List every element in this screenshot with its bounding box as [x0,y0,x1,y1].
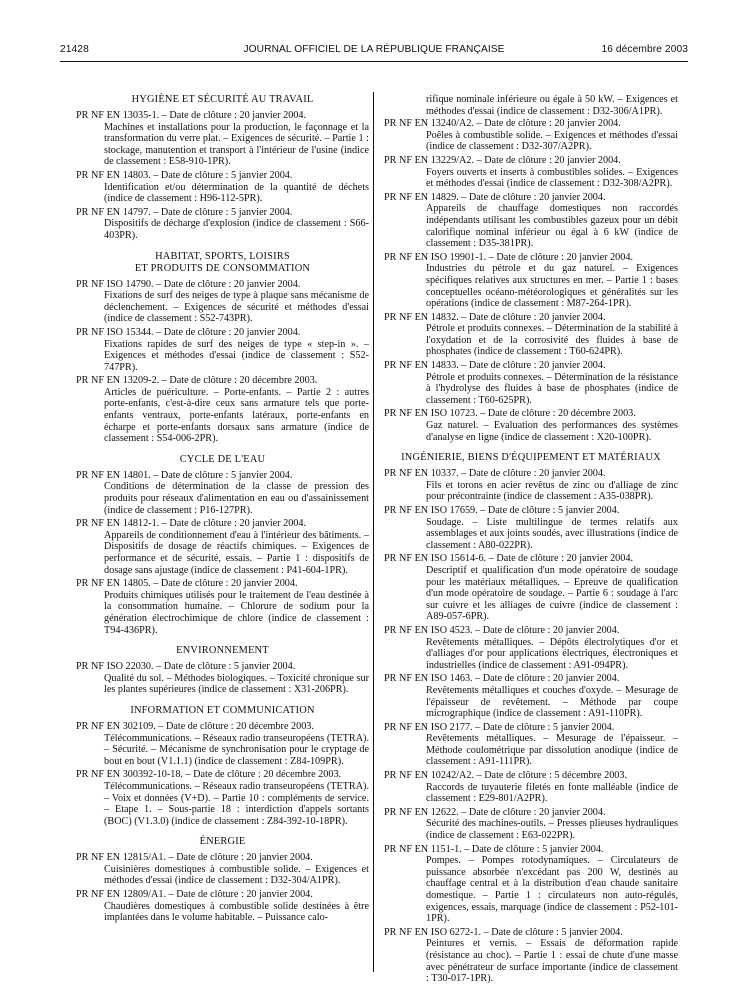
standard-description: Gaz naturel. – Evaluation des performances des systèmes d'analyse en ligne (indice de classement : X20-100PR). [426,420,678,443]
column-divider [373,92,374,972]
standard-entry [76,769,369,827]
standard-reference: PR NF ISO 22030. – Date de clôture : 5 janvier 2004. [76,661,296,673]
standard-entry [384,807,678,842]
standard-entry [384,468,678,503]
standard-reference: PR NF EN 14803. – Date de clôture : 5 janvier 2004. [76,169,293,181]
standard-entry [384,673,678,719]
section-title: CYCLE DE L'EAU [179,453,266,465]
standard-reference: PR NF EN 13229/A2. – Date de clôture : 20 janvier 2004. [384,154,621,166]
standard-entry [76,518,369,576]
standard-description: Foyers ouverts et inserts à combustibles solides. – Exigences et méthodes d'essai (indice de classement : D32-308/A2PR). [426,166,678,190]
standard-entry [76,279,369,325]
standard-description: Peintures et vernis. – Essais de déformation rapide (résistance au choc). – Partie 1 : essai de chute d'une masse avec pénétrateur de surface importante (indice de classement : T30-017-1PR). [426,938,678,985]
page-header [60,44,688,60]
standard-entry [76,170,369,205]
standard-reference: PR NF EN ISO 19901-1. – Date de clôture : 20 janvier 2004. [384,251,633,263]
standard-entry [76,661,369,696]
standard-reference: PR NF EN 14833. – Date de clôture : 20 janvier 2004. [384,360,606,372]
standard-reference: PR NF EN 13240/A2. – Date de clôture : 20 janvier 2004. [384,118,621,130]
standard-description: Revêtements métalliques. – Mesurage de l'épaisseur. – Méthode coulométrique par dissolution anodique (indice de classement : A91-111PR). [426,733,678,768]
standard-reference: PR NF ISO 15344. – Date de clôture : 20 janvier 2004. [76,326,301,338]
standard-reference: PR NF EN 12815/A1. – Date de clôture : 20 janvier 2004. [76,852,313,864]
standard-reference: PR NF EN ISO 6272-1. – Date de clôture : 5 janvier 2004. [384,926,623,938]
standard-entry [384,722,678,768]
standard-reference: PR NF EN 14805. – Date de clôture : 20 janvier 2004. [76,578,298,590]
standard-description: Raccords de tuyauterie filetés en fonte malléable (indice de classement : E29-801/A2PR). [426,781,678,805]
standard-entry [384,625,678,671]
standard-reference: PR NF EN 10337. – Date de clôture : 20 janvier 2004. [384,468,606,480]
standard-description: Appareils de conditionnement d'eau à l'intérieur des bâtiments. – Dispositifs de dosage de réactifs chimiques. – Exigences de performance et de sécurité, essais. – Partie 1 : dispositifs de dosage sans ajustage (indice de classement : P41-604-1PR). [104,529,369,576]
standard-description: Revêtements métalliques. – Dépôts électrolytiques d'or et d'alliages d'or pour applications électriques, électroniques et industrielles (indice de classement : A91-094PR). [426,636,678,671]
standard-reference: PR NF EN ISO 4523. – Date de clôture : 20 janvier 2004. [384,624,620,636]
standard-reference: PR NF EN 14812-1. – Date de clôture : 20 janvier 2004. [76,518,307,530]
standard-description: Appareils de chauffage domestiques non raccordés indépendants utilisant les combustibles gazeux pour un débit calorifique nominal inférieur ou égal à 6 kW (indice de classement : D35-381PR). [426,203,678,250]
standard-description: Pompes. – Pompes rotodynamiques. – Circulateurs de puissance absorbée n'excédant pas 200 W, destinés au chauffage central et à la distribution d'eau chaude sanitaire domestique. – Partie 1 : circulateurs non auto-régulés, exigences, essais, marquage (indice de classement : P52-101-1PR). [426,855,678,925]
section-title: INFORMATION ET COMMUNICATION [130,704,315,716]
standard-entry [384,118,678,153]
standard-reference: PR NF EN 12622. – Date de clôture : 20 janvier 2004. [384,806,606,818]
standard-reference: PR NF EN 14832. – Date de clôture : 20 janvier 2004. [384,311,606,323]
standard-reference: PR NF EN ISO 1463. – Date de clôture : 20 janvier 2004. [384,673,620,685]
issue-date: 16 décembre 2003 [601,44,688,55]
standard-entry [76,110,369,168]
standard-entry [76,207,369,242]
standard-description: Qualité du sol. – Méthodes biologiques. – Toxicité chronique sur les plantes supérieures (indice de classement : X31-206PR). [104,672,369,696]
standard-reference: PR NF EN ISO 10723. – Date de clôture : 20 décembre 2003. [384,408,636,420]
standard-entry [384,252,678,310]
journal-title: JOURNAL OFFICIEL DE LA RÉPUBLIQUE FRANÇAISE [243,44,505,55]
standard-entry [384,770,678,805]
standard-entry [76,375,369,445]
standard-description: Sécurité des machines-outils. – Presses plieuses hydrauliques (indice de classement : E63-022PR). [426,818,678,842]
standard-entry [384,408,678,443]
standard-description: Cuisinières domestiques à combustible solide. – Exigences et méthodes d'essai (indice de classement : D32-304/A1PR). [104,863,369,887]
standard-reference: PR NF EN 14797. – Date de clôture : 5 janvier 2004. [76,206,293,218]
section-title: HABITAT, SPORTS, LOISIRS ET PRODUITS DE CONSOMMATION [134,250,311,274]
standard-entry [384,312,678,358]
standard-description: Fils et torons en acier revêtus de zinc ou d'alliage de zinc pour précontrainte (indice de classement : A35-038PR). [426,479,678,503]
standard-reference: PR NF EN ISO 2177. – Date de clôture : 5 janvier 2004. [384,721,615,733]
standard-entry [384,505,678,551]
standard-entry [76,889,369,924]
standard-reference: PR NF EN ISO 15614-6. – Date de clôture : 20 janvier 2004. [384,553,633,565]
standard-entry [384,155,678,190]
page-number: 21428 [60,44,89,55]
standard-entry [76,470,369,516]
standard-reference: PR NF EN ISO 17659. – Date de clôture : 5 janvier 2004. [384,505,620,516]
standard-description: Fixations de surf des neiges de type à plaque sans mécanisme de déclenchement. – Exigences de sécurité et méthodes d'essai (indice de classement : S52-743PR). [104,290,369,325]
standard-description: Dispositifs de décharge d'explosion (indice de classement : S66-403PR). [104,218,369,241]
standard-description: Identification et/ou détermination de la quantité de déchets (indice de classement : H96-112-5PR). [104,181,369,205]
section-title: HYGIÈNE ET SÉCURITÉ AU TRAVAIL [131,94,314,105]
standard-entry [384,192,678,250]
standard-entry [384,553,678,623]
standard-description: Pétrole et produits connexes. – Détermination de la stabilité à l'oxydation et de la corrosivité des fluides à base de phosphates (indice de classement : T60-624PR). [426,323,678,358]
header-rule [60,61,688,62]
section-title: ÉNERGIE [199,836,246,848]
standard-entry [76,578,369,636]
standard-entry [76,721,369,767]
standard-reference: PR NF EN 14801. – Date de clôture : 5 janvier 2004. [76,469,293,481]
standard-reference: PR NF EN 302109. – Date de clôture : 20 décembre 2003. [76,720,314,732]
standard-reference: PR NF ISO 14790. – Date de clôture : 20 janvier 2004. [76,278,301,290]
standard-description: Soudage. – Liste multilingue de termes relatifs aux assemblages et aux joints soudés, avec illustrations (indice de classement : A80-022PR). [426,516,678,551]
standard-reference: PR NF EN 1151-1. – Date de clôture : 5 janvier 2004. [384,843,604,855]
standard-description: Machines et installations pour la production, le façonnage et la transformation du verre plat. – Exigences de sécurité. – Partie 1 : stockage, manutention et transport à l'intérieur de l'usine (indice de classement : E58-910-1PR). [104,121,369,168]
standard-description: Revêtements métalliques et couches d'oxyde. – Mesurage de l'épaisseur de revêtement. – Méthode par coupe micrographique (indice de classement : A91-110PR). [426,684,678,720]
standard-reference: PR NF EN 14829. – Date de clôture : 20 janvier 2004. [384,191,606,203]
standard-description: Télécommunications. – Réseaux radio transeuropéens (TETRA). – Sécurité. – Mécanisme de synchronisation pour le cryptage de bout en bout (V1.1.1) (indice de classement : Z84-109PR). [104,732,369,767]
right-column [384,94,678,987]
standard-entry [76,327,369,373]
continued-text: rifique nominale inférieure ou égale à 50 kW. – Exigences et méthodes d'essai (indice de classement : D32-306/A1PR). [426,94,678,117]
standard-description: Fixations rapides de surf des neiges de type « step-in ». – Exigences et méthodes d'essai (indice de classement : S52-747PR). [104,338,369,373]
standard-description: Industries du pétrole et du gaz naturel. – Exigences spécifiques relatives aux structures en mer. – Partie 1 : bases conceptuelles océano-météorologiques et généralités sur les opérations (indice de classement : M87-264-1PR). [426,263,678,310]
section-title: ENVIRONNEMENT [176,645,269,657]
standard-reference: PR NF EN 300392-10-18. – Date de clôture : 20 décembre 2003. [76,769,342,781]
standard-description: Poêles à combustible solide. – Exigences et méthodes d'essai (indice de classement : D32-307/A2PR). [426,129,678,153]
standard-reference: PR NF EN 13209-2. – Date de clôture : 20 décembre 2003. [76,375,318,387]
section-title: INGÉNIERIE, BIENS D'ÉQUIPEMENT ET MATÉRIAUX [401,452,661,464]
standard-description: Descriptif et qualification d'un mode opératoire de soudage pour les matériaux métalliques. – Epreuve de qualification d'un mode opératoire de soudage. – Partie 6 : soudage à l'arc sur cuivre et les alliages de cuivre (indice de classement : A89-057-6PR). [426,564,678,623]
standard-entry [384,927,678,985]
standard-description: Télécommunications. – Réseaux radio transeuropéens (TETRA). – Voix et données (V+D). – Partie 10 : compléments de service. – Etape 1. – Sous-partie 18 : interdiction d'appels sortants (BOC) (V1.3.0) (indice de classement : Z84-392-10-18PR). [104,780,369,827]
left-column [76,94,369,926]
standard-description: Produits chimiques utilisés pour le traitement de l'eau destinée à la consommation humaine. – Chlorure de sodium pour la génération électrochimique de chlore (indice de classement : T94-436PR). [104,589,369,636]
standard-reference: PR NF EN 10242/A2. – Date de clôture : 5 décembre 2003. [384,770,628,782]
standard-reference: PR NF EN 12809/A1. – Date de clôture : 20 janvier 2004. [76,889,313,901]
standard-description: Conditions de détermination de la classe de pression des produits pour réseaux d'alimentation en eau ou d'assainissement (indice de classement : P16-127PR). [104,481,369,516]
standard-description: Chaudières domestiques à combustible solide destinées à être implantées dans le volume habitable. – Puissance calo- [104,900,369,924]
standard-reference: PR NF EN 13035-1. – Date de clôture : 20 janvier 2004. [76,110,307,121]
standard-entry [384,844,678,925]
standard-entry [384,360,678,406]
standard-description: Pétrole et produits connexes. – Détermination de la résistance à l'hydrolyse des fluides à base de phosphates (indice de classement : T60-625PR). [426,371,678,406]
standard-entry [76,852,369,887]
standard-description: Articles de puériculture. – Porte-enfants. – Partie 2 : autres porte-enfants, c'est-à-dire ceux sans armature tels que porte-enfants ventraux, porte-enfants latéraux, porte-enfants en écharpe et porte-enfants dorsaux sans armature (indice de classement : S54-006-2PR). [104,386,369,445]
